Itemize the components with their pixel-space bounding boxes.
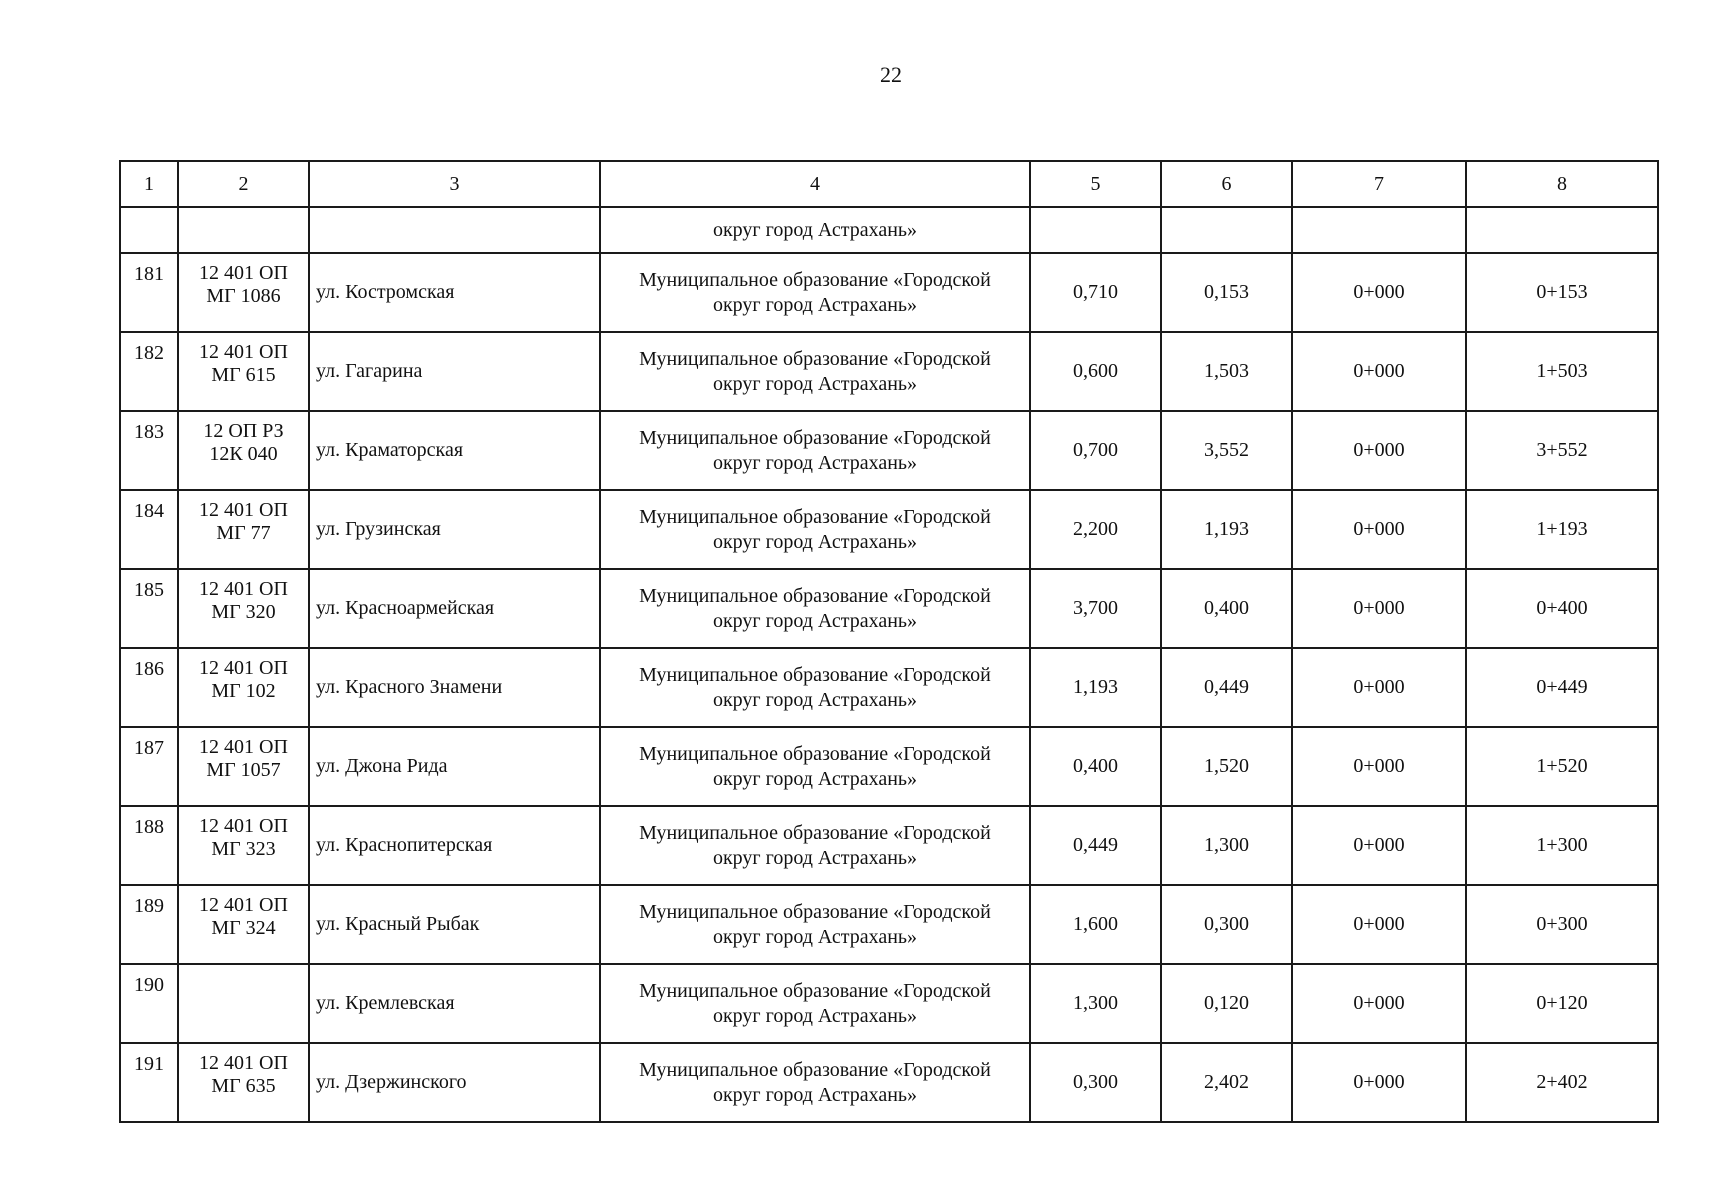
value-col-7: 0+000 [1292, 1043, 1466, 1122]
empty-cell [120, 207, 178, 253]
street-name: ул. Кремлевская [309, 964, 600, 1043]
road-code-line: МГ 635 [211, 1075, 276, 1097]
road-code-line: 12 401 ОП [199, 499, 288, 521]
owner-cell: округ город Астрахань» [600, 207, 1030, 253]
value-col-6: 0,120 [1161, 964, 1292, 1043]
value-col-5: 3,700 [1030, 569, 1161, 648]
empty-cell [1030, 207, 1161, 253]
road-code-line: 12 401 ОП [199, 262, 288, 284]
value-col-6: 1,503 [1161, 332, 1292, 411]
owner-line: округ город Астрахань» [712, 1004, 918, 1027]
value-col-6: 3,552 [1161, 411, 1292, 490]
value-col-7: 0+000 [1292, 332, 1466, 411]
road-code [178, 885, 309, 964]
table-row [120, 332, 1658, 411]
owner-cell [600, 885, 1030, 964]
road-code [178, 1043, 309, 1122]
owner-line: округ город Астрахань» [712, 372, 918, 395]
row-number: 183 [120, 411, 178, 490]
row-number: 186 [120, 648, 178, 727]
street-name: ул. Краматорская [309, 411, 600, 490]
owner-cell [600, 332, 1030, 411]
header-cell: 3 [309, 161, 600, 207]
road-code [178, 964, 309, 1043]
value-col-7: 0+000 [1292, 964, 1466, 1043]
table-row [120, 648, 1658, 727]
road-code-line: 12 401 ОП [199, 341, 288, 363]
road-code-line: 12К 040 [209, 443, 278, 465]
continuation-row [120, 207, 1658, 253]
table-row [120, 253, 1658, 332]
row-number: 185 [120, 569, 178, 648]
value-col-6: 0,400 [1161, 569, 1292, 648]
roads-table [119, 160, 1659, 1123]
owner-line: округ город Астрахань» [712, 925, 918, 948]
owner-line: округ город Астрахань» [712, 1083, 918, 1106]
table-row [120, 806, 1658, 885]
header-cell: 6 [1161, 161, 1292, 207]
value-col-8: 0+300 [1466, 885, 1658, 964]
value-col-8: 1+503 [1466, 332, 1658, 411]
value-col-7: 0+000 [1292, 648, 1466, 727]
value-col-5: 0,700 [1030, 411, 1161, 490]
road-code-line: 12 401 ОП [199, 894, 288, 916]
empty-cell [1161, 207, 1292, 253]
owner-line: Муниципальное образование «Городской [639, 979, 991, 1002]
value-col-6: 1,300 [1161, 806, 1292, 885]
owner-cell [600, 727, 1030, 806]
value-col-6: 0,300 [1161, 885, 1292, 964]
row-number: 187 [120, 727, 178, 806]
road-code-line: МГ 323 [211, 838, 276, 860]
value-col-8: 0+449 [1466, 648, 1658, 727]
owner-line: округ город Астрахань» [712, 767, 918, 790]
value-col-5: 0,300 [1030, 1043, 1161, 1122]
value-col-7: 0+000 [1292, 490, 1466, 569]
value-col-8: 2+402 [1466, 1043, 1658, 1122]
header-row [120, 161, 1658, 207]
value-col-7: 0+000 [1292, 885, 1466, 964]
road-code-line: 12 401 ОП [199, 1052, 288, 1074]
road-code [178, 253, 309, 332]
row-number: 189 [120, 885, 178, 964]
road-code [178, 806, 309, 885]
road-code-line: 12 401 ОП [199, 736, 288, 758]
road-code [178, 411, 309, 490]
value-col-5: 0,600 [1030, 332, 1161, 411]
owner-line: округ город Астрахань» [712, 530, 918, 553]
value-col-8: 1+193 [1466, 490, 1658, 569]
value-col-5: 0,449 [1030, 806, 1161, 885]
value-col-5: 1,300 [1030, 964, 1161, 1043]
street-name: ул. Красный Рыбак [309, 885, 600, 964]
road-code-line: 12 401 ОП [199, 578, 288, 600]
row-number: 191 [120, 1043, 178, 1122]
owner-line: Муниципальное образование «Городской [639, 505, 991, 528]
value-col-6: 0,449 [1161, 648, 1292, 727]
row-number: 190 [120, 964, 178, 1043]
table-row [120, 885, 1658, 964]
header-cell: 4 [600, 161, 1030, 207]
header-cell: 5 [1030, 161, 1161, 207]
value-col-5: 2,200 [1030, 490, 1161, 569]
owner-line: округ город Астрахань» [712, 846, 918, 869]
road-code-line: МГ 102 [211, 680, 276, 702]
owner-cell [600, 253, 1030, 332]
value-col-5: 0,710 [1030, 253, 1161, 332]
owner-line: Муниципальное образование «Городской [639, 347, 991, 370]
owner-line: Муниципальное образование «Городской [639, 900, 991, 923]
road-code-line: 12 401 ОП [199, 657, 288, 679]
owner-cell [600, 411, 1030, 490]
owner-cell [600, 648, 1030, 727]
empty-cell [178, 207, 309, 253]
road-code [178, 332, 309, 411]
owner-line: округ город Астрахань» [712, 609, 918, 632]
value-col-5: 1,193 [1030, 648, 1161, 727]
street-name: ул. Костромская [309, 253, 600, 332]
owner-line: Муниципальное образование «Городской [639, 584, 991, 607]
empty-cell [1466, 207, 1658, 253]
owner-cell [600, 490, 1030, 569]
header-cell: 8 [1466, 161, 1658, 207]
road-code [178, 648, 309, 727]
empty-cell [309, 207, 600, 253]
header-cell: 2 [178, 161, 309, 207]
value-col-6: 1,193 [1161, 490, 1292, 569]
table-row [120, 1043, 1658, 1122]
owner-line: Муниципальное образование «Городской [639, 742, 991, 765]
value-col-8: 1+520 [1466, 727, 1658, 806]
value-col-5: 1,600 [1030, 885, 1161, 964]
owner-line: округ город Астрахань» [712, 293, 918, 316]
value-col-7: 0+000 [1292, 806, 1466, 885]
road-code-line: МГ 320 [211, 601, 276, 623]
street-name: ул. Джона Рида [309, 727, 600, 806]
road-code-line: МГ 77 [216, 522, 271, 544]
table-row [120, 964, 1658, 1043]
value-col-8: 3+552 [1466, 411, 1658, 490]
road-code-line: 12 401 ОП [199, 815, 288, 837]
table-row [120, 569, 1658, 648]
owner-line: Муниципальное образование «Городской [639, 663, 991, 686]
table-row [120, 727, 1658, 806]
value-col-6: 0,153 [1161, 253, 1292, 332]
owner-line: Муниципальное образование «Городской [639, 426, 991, 449]
owner-cell [600, 569, 1030, 648]
owner-line: Муниципальное образование «Городской [639, 821, 991, 844]
value-col-7: 0+000 [1292, 411, 1466, 490]
road-code [178, 727, 309, 806]
road-code [178, 490, 309, 569]
table-row [120, 490, 1658, 569]
empty-cell [1292, 207, 1466, 253]
street-name: ул. Красноармейская [309, 569, 600, 648]
value-col-5: 0,400 [1030, 727, 1161, 806]
value-col-7: 0+000 [1292, 727, 1466, 806]
road-code [178, 569, 309, 648]
row-number: 182 [120, 332, 178, 411]
value-col-6: 2,402 [1161, 1043, 1292, 1122]
row-number: 184 [120, 490, 178, 569]
street-name: ул. Дзержинского [309, 1043, 600, 1122]
value-col-7: 0+000 [1292, 569, 1466, 648]
owner-cell [600, 1043, 1030, 1122]
owner-cell [600, 806, 1030, 885]
header-cell: 1 [120, 161, 178, 207]
street-name: ул. Гагарина [309, 332, 600, 411]
street-name: ул. Краснопитерская [309, 806, 600, 885]
owner-line: Муниципальное образование «Городской [639, 268, 991, 291]
value-col-8: 0+120 [1466, 964, 1658, 1043]
road-code-line: 12 ОП РЗ [203, 420, 284, 442]
owner-line: округ город Астрахань» [712, 688, 918, 711]
owner-line: Муниципальное образование «Городской [639, 1058, 991, 1081]
street-name: ул. Красного Знамени [309, 648, 600, 727]
owner-cell [600, 964, 1030, 1043]
header-cell: 7 [1292, 161, 1466, 207]
value-col-8: 0+400 [1466, 569, 1658, 648]
table-row [120, 411, 1658, 490]
row-number: 181 [120, 253, 178, 332]
value-col-8: 1+300 [1466, 806, 1658, 885]
value-col-7: 0+000 [1292, 253, 1466, 332]
page-number: 22 [880, 62, 902, 87]
road-code-line: МГ 1086 [206, 285, 281, 307]
owner-line: округ город Астрахань» [712, 451, 918, 474]
road-code-line: МГ 615 [211, 364, 276, 386]
road-code-line: МГ 1057 [206, 759, 281, 781]
street-name: ул. Грузинская [309, 490, 600, 569]
road-code-line: МГ 324 [211, 917, 276, 939]
value-col-6: 1,520 [1161, 727, 1292, 806]
value-col-8: 0+153 [1466, 253, 1658, 332]
row-number: 188 [120, 806, 178, 885]
